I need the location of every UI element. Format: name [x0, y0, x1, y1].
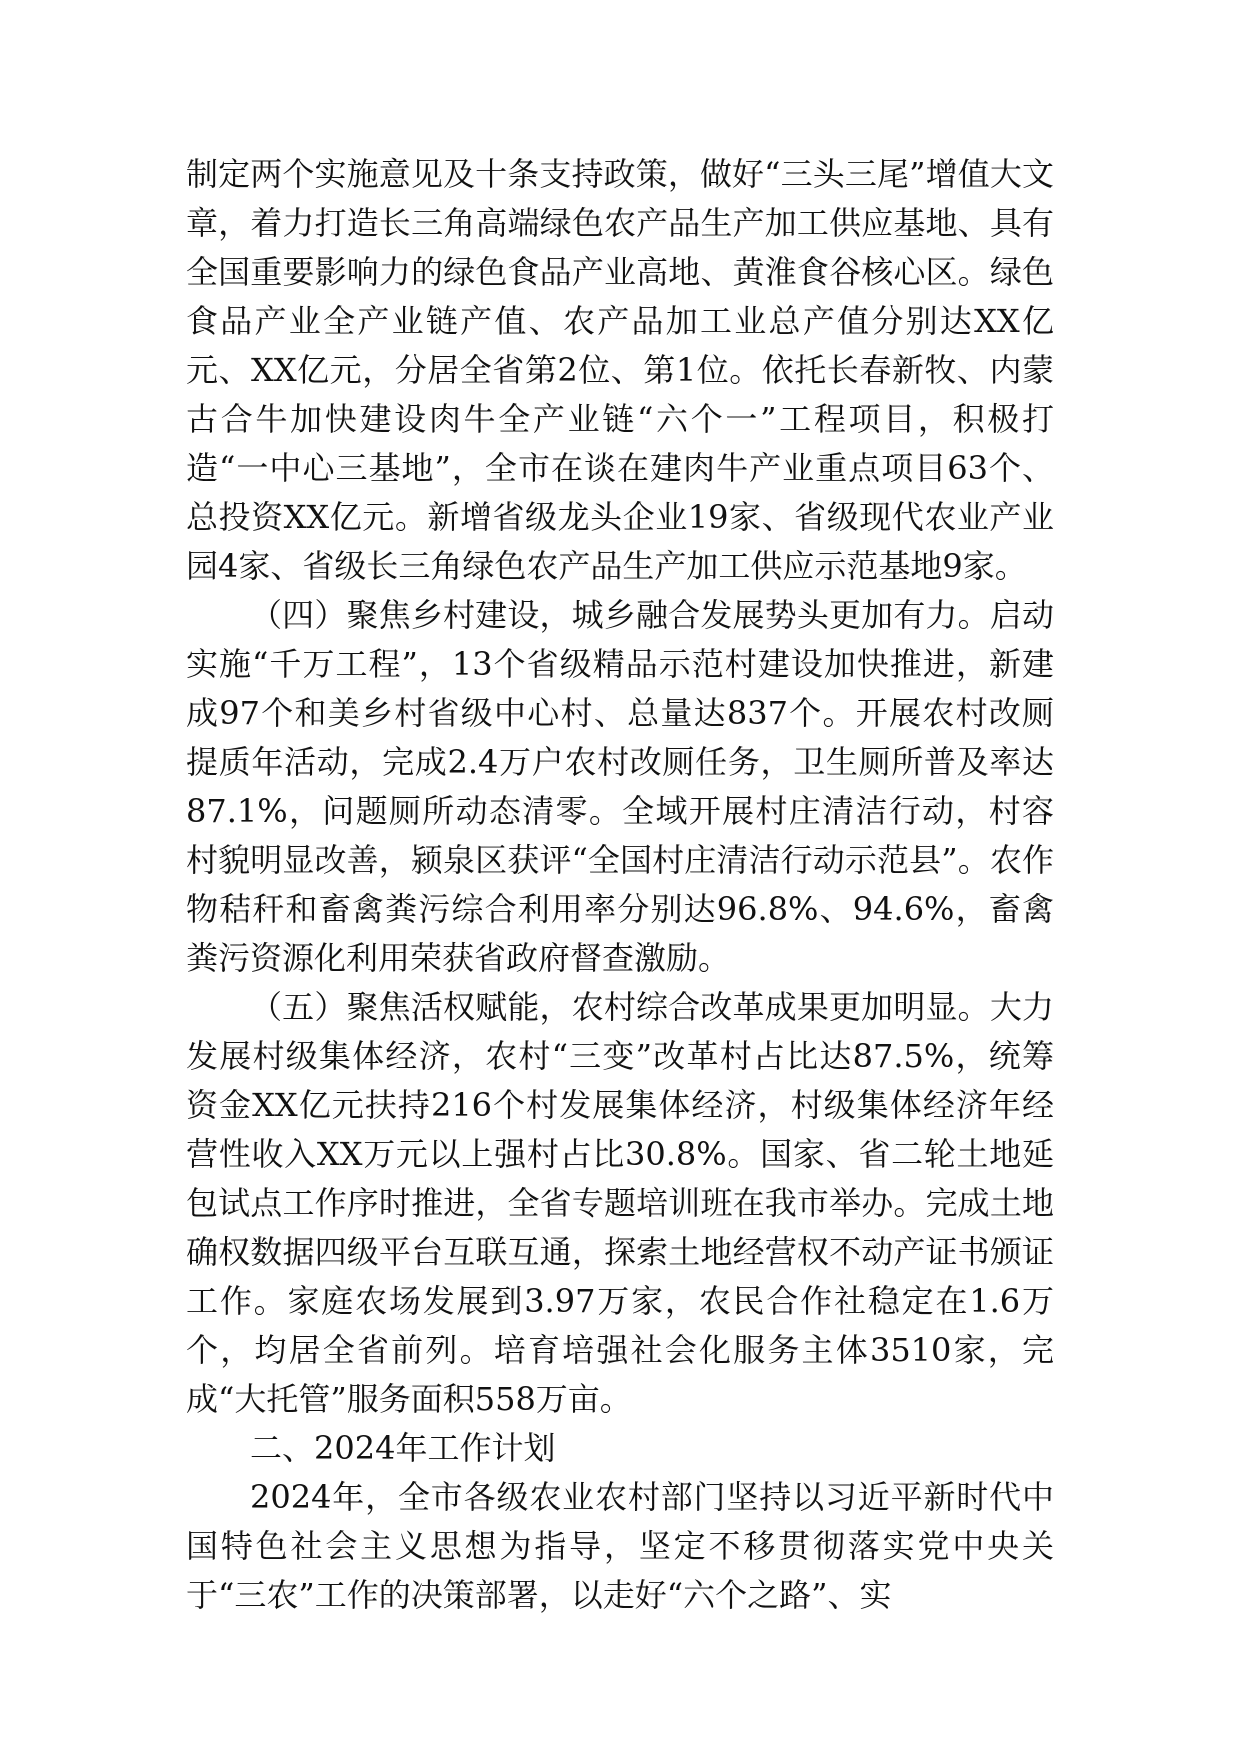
- section-heading-work-plan: 二、2024年工作计划: [250, 1429, 556, 1467]
- document-body: [186, 150, 1054, 1620]
- paragraph-work-plan-intro: 2024年，全市各级农业农村部门坚持以习近平新时代中国特色社会主义思想为指导，坚定不移贯彻落实党中央关于“三农”工作的决策部署，以走好“六个之路”、实: [186, 1478, 1054, 1614]
- paragraph-section-four: （四）聚焦乡村建设，城乡融合发展势头更加有力。启动实施“千万工程”，13个省级精品示范村建设加快推进，新建成97个和美乡村省级中心村、总量达837个。开展农村改厕提质年活动，完成2.4万户农村改厕任务，卫生厕所普及率达87.1%，问题厕所动态清零。全域开展村庄清洁行动，村容村貌明显改善，颍泉区获评“全国村庄清洁行动示范县”。农作物秸秆和畜禽粪污综合利用率分别达96.8%、94.6%，畜禽粪污资源化利用荣获省政府督查激励。: [186, 596, 1054, 977]
- paragraph-section-five: （五）聚焦活权赋能，农村综合改革成果更加明显。大力发展村级集体经济，农村“三变”改革村占比达87.5%，统筹资金XX亿元扶持216个村发展集体经济，村级集体经济年经营性收入XX万元以上强村占比30.8%。国家、省二轮土地延包试点工作序时推进，全省专题培训班在我市举办。完成土地确权数据四级平台互联互通，探索土地经营权不动产证书颁证工作。家庭农场发展到3.97万家，农民合作社稳定在1.6万个，均居全省前列。培育培强社会化服务主体3510家，完成“大托管”服务面积558万亩。: [186, 988, 1054, 1418]
- paragraph-continued: 制定两个实施意见及十条支持政策，做好“三头三尾”增值大文章，着力打造长三角高端绿色农产品生产加工供应基地、具有全国重要影响力的绿色食品产业高地、黄淮食谷核心区。绿色食品产业全产业链产值、农产品加工业总产值分别达XX亿元、XX亿元，分居全省第2位、第1位。依托长春新牧、内蒙古合牛加快建设肉牛全产业链“六个一”工程项目，积极打造“一中心三基地”，全市在谈在建肉牛产业重点项目63个、总投资XX亿元。新增省级龙头企业19家、省级现代农业产业园4家、省级长三角绿色农产品生产加工供应示范基地9家。: [186, 155, 1054, 585]
